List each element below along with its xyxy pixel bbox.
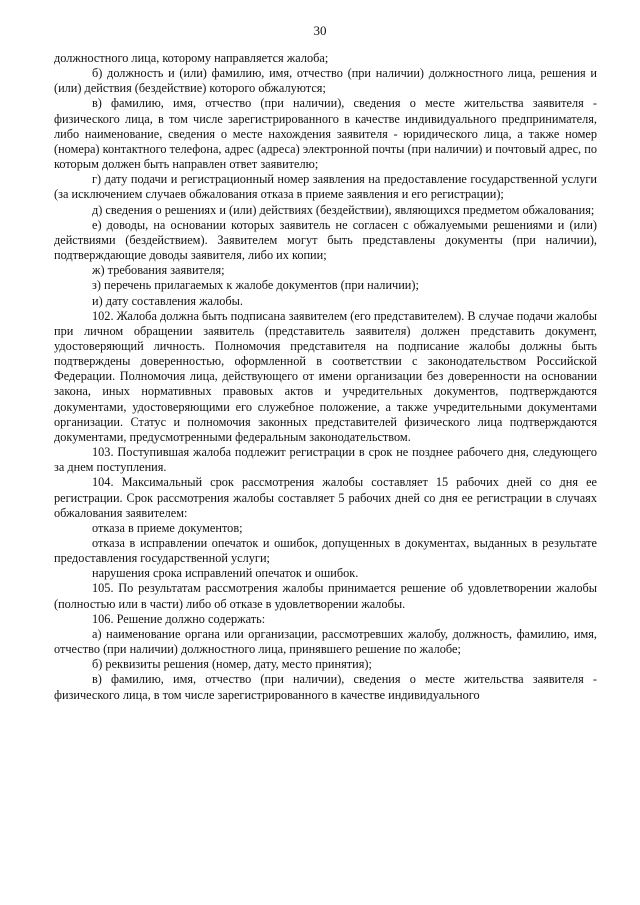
paragraph: отказа в исправлении опечаток и ошибок, допущенных в документах, выданных в результате предоставления государственной услуги; xyxy=(54,536,597,566)
paragraph: 106. Решение должно содержать: xyxy=(92,611,266,626)
paragraph: е) доводы, на основании которых заявитель не согласен с обжалуемыми решениями и (или) действиями (бездействием). Заявителем могут быть представлены документы (при наличии), подтверждающие доводы заявителя, либо их копии; xyxy=(54,217,597,263)
paragraph: должностного лица, которому направляется жалоба; xyxy=(54,51,329,65)
paragraph: в) фамилию, имя, отчество (при наличии), сведения о месте жительства заявителя - физического лица, в том числе зарегистрированного в качестве индивидуального xyxy=(54,672,597,702)
paragraph: ж) требования заявителя; xyxy=(92,263,225,278)
paragraph: з) перечень прилагаемых к жалобе документов (при наличии); xyxy=(92,278,419,293)
paragraph: отказа в приеме документов; xyxy=(92,520,243,535)
page-number: 30 xyxy=(313,23,327,38)
paragraph: б) должность и (или) фамилию, имя, отчество (при наличии) должностного лица, решения и (или) действия (бездействие) которого обжалуются; xyxy=(54,66,597,96)
paragraph: г) дату подачи и регистрационный номер заявления на предоставление государственной услуги (за исключением случаев обжалования отказа в приеме заявления и его регистрации); xyxy=(54,172,597,202)
paragraph: 104. Максимальный срок рассмотрения жалобы составляет 15 рабочих дней со дня ее регистрации. Срок рассмотрения жалобы составляет 5 рабочих дней со дня ее регистрации в случаях обжалования заявителем: xyxy=(54,475,597,520)
paragraph: и) дату составления жалобы. xyxy=(92,293,244,308)
paragraph: д) сведения о решениях и (или) действиях (бездействии), являющихся предметом обжалования; xyxy=(92,202,595,217)
document-body xyxy=(54,51,597,703)
paragraph: нарушения срока исправлений опечаток и ошибок. xyxy=(92,566,359,581)
paragraph: б) реквизиты решения (номер, дату, место принятия); xyxy=(92,657,372,672)
paragraph: 105. По результатам рассмотрения жалобы принимается решение об удовлетворении жалобы (полностью или в части) либо об отказе в удовлетворении жалобы. xyxy=(54,581,597,611)
paragraph: 102. Жалоба должна быть подписана заявителем (его представителем). В случае подачи жалобы при личном обращении заявитель (представитель заявителя) должен представить документ, удостоверяющий личность. Полномочия представителя на подписание жалобы должны быть подтверждены доверенностью, оформленной в соответствии с законодательством Российской Федерации. Полномочия лица, действующего от имени организации без доверенности на основании закона, иных нормативных правовых актов и учредительных документов, подтверждаются документами, удостоверяющими его служебное положение, а также учредительными документами организации. Статус и полномочия законных представителей физического лица подтверждаются документами, предусмотренными федеральным законодательством. xyxy=(54,308,597,444)
paragraph: а) наименование органа или организации, рассмотревших жалобу, должность, фамилию, имя, отчество (при наличии) должностного лица, принявшего решение по жалобе; xyxy=(54,626,597,657)
paragraph: в) фамилию, имя, отчество (при наличии), сведения о месте жительства заявителя - физического лица, в том числе зарегистрированного в качестве индивидуального предпринимателя, либо наименование, сведения о месте нахождения заявителя - юридического лица, а также номер (номера) контактного телефона, адрес (адреса) электронной почты (при наличии) и почтовый адрес, по которым должен быть направлен ответ заявителю; xyxy=(54,96,597,172)
paragraph: 103. Поступившая жалоба подлежит регистрации в срок не позднее рабочего дня, следующего за днем поступления. xyxy=(54,445,597,475)
